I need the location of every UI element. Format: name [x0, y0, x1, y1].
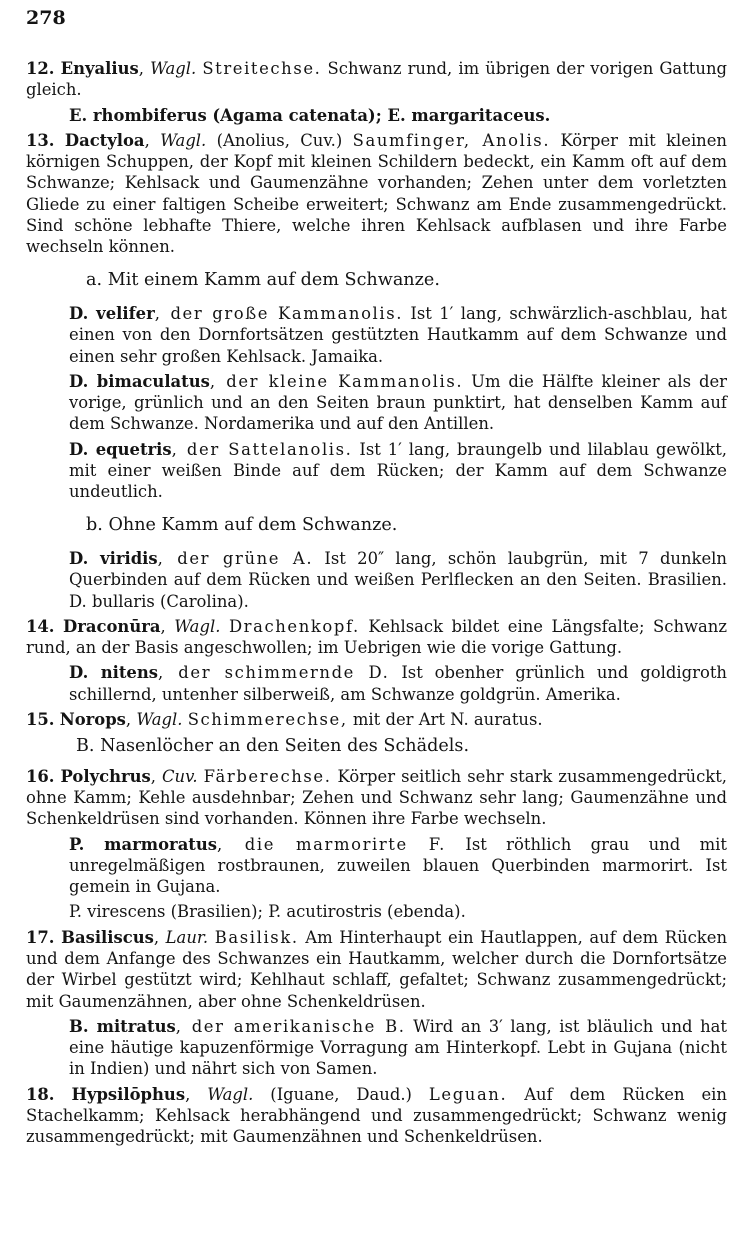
- synonym: (Anolius, Cuv.): [216, 130, 343, 150]
- vernacular-name: Schimmerechse,: [187, 710, 348, 730]
- entry-number: 13.: [26, 130, 55, 150]
- entry-dactyloa: 13. Dactyloa, Wagl. (Anolius, Cuv.) Saumfinger, Anolis. Körper mit kleinen körnigen Schuppen, der Kopf mit kleinen Schildern bedeckt, ein Kamm oft auf dem Schwanze; Kehlsack und Gaumenzähne vorhanden; Zehen unter dem vorletzten Gliede zu einer faltigen Scheibe erweitert; Schwanz am Ende zusammengedrückt. Sind schöne lebhafte Thiere, welche ihren Kehlsack aufblasen und ihre Farbe wechseln können.: [26, 130, 727, 257]
- entry-number: 18.: [26, 1084, 55, 1104]
- species-description: Um die Hälfte kleiner als der vorige, grünlich und an den Seiten braun punktirt, hat denselben Kamm auf dem Schwanze. Nordamerika und auf den Antillen.: [69, 371, 727, 434]
- species-name: D. velifer: [69, 303, 155, 323]
- genus-description: Körper seitlich sehr stark zusammengedrückt, ohne Kamm; Kehle ausdehnbar; Zehen und Schwanz sehr lang; Gaumenzähne und Schenkeldrüsen sind vorhanden. Können ihre Farbe wechseln.: [26, 766, 728, 829]
- genus-name: Hypsilōphus: [71, 1084, 186, 1104]
- genus-author: Wagl.: [174, 616, 221, 636]
- species-description: Ist 1′ lang, schwärzlich-aschblau, hat einen von den Dornfortsätzen gestützten Hautkamm auf dem Schwanze und einen sehr großen Kehlsack. Jamaika.: [69, 303, 727, 366]
- genus-author: Wagl.: [136, 710, 183, 730]
- entry-polychrus: 16. Polychrus, Cuv. Färberechse. Körper seitlich sehr stark zusammengedrückt, ohne Kamm; Kehle ausdehnbar; Zehen und Schwanz sehr lang; Gaumenzähne und Schenkeldrüsen sind vorhanden. Können ihre Farbe wechseln.: [26, 766, 728, 829]
- genus-author: Laur.: [165, 927, 209, 947]
- genus-name: Enyalius: [60, 59, 139, 78]
- vernacular-name: Drachenkopf.: [228, 616, 360, 636]
- species-name: D. bimaculatus: [69, 371, 210, 391]
- entry-draconura: 14. Draconūra, Wagl. Drachenkopf. Kehlsack bildet eine Längsfalte; Schwanz rund, an der Basis angeschwollen; im Uebrigen wie die vorige Gattung.: [26, 616, 728, 658]
- genus-name: Norops: [59, 710, 126, 730]
- vernacular-name: , der kleine Kammanolis.: [209, 371, 464, 391]
- vernacular-name: , der Sattelanolis.: [171, 439, 353, 459]
- entry-number: 17.: [26, 927, 55, 947]
- entry-basiliscus: 17. Basiliscus, Laur. Basilisk. Am Hinterhaupt ein Hautlappen, auf dem Rücken und dem Anfange des Schwanzes ein Hautkamm, welcher durch die Dornfortsätze der Wirbel gestützt wird; Kehlhaut schlaff, gefaltet; Schwanz zusammengedrückt; mit Gaumenzähnen, aber ohne Schenkeldrüsen.: [26, 927, 727, 1011]
- vernacular-name: Streitechse.: [202, 59, 322, 78]
- entry-enyalius: 12. Enyalius, Wagl. Streitechse. Schwanz rund, im übrigen der vorigen Gattung gleich.: [26, 59, 727, 100]
- genus-author: Wagl.: [207, 1084, 254, 1104]
- entry-number: 15.: [26, 710, 55, 730]
- species-equetris: [69, 439, 727, 503]
- species-velifer: [69, 303, 727, 367]
- subsection-label: b.: [86, 514, 103, 535]
- species-name: D. viridis: [69, 548, 158, 568]
- subsection-label: a.: [86, 269, 103, 290]
- species-description: Ist 20″ lang, schön laubgrün, mit 7 dunkeln Querbinden auf dem Rücken und weißen Perlflecken an den Seiten. Brasilien. D. bullaris (Carolina).: [69, 548, 727, 611]
- genus-description: Körper mit kleinen körnigen Schuppen, der Kopf mit kleinen Schildern bedeckt, ein Kamm oft auf dem Schwanze; Kehlsack und Gaumenzähne vorhanden; Zehen unter dem vorletzten Gliede zu einer faltigen Scheibe erweitert; Schwanz am Ende zusammengedrückt. Sind schöne lebhafte Thiere, welche ihren Kehlsack aufblasen und ihre Farbe wechseln können.: [26, 130, 727, 257]
- vernacular-name: , die marmorirte F.: [217, 834, 446, 854]
- vernacular-name: , der schimmernde D.: [158, 663, 390, 683]
- vernacular-name: Leguan.: [428, 1084, 508, 1104]
- species-marmoratus: [69, 834, 727, 898]
- species-description: Wird an 3′ lang, ist bläulich und hat eine häutige kapuzenförmige Vorragung am Hinterkopf. Lebt in Gujana (nicht in Indien) und nährt sich von Samen.: [69, 1016, 727, 1079]
- genus-name: Dactyloa: [64, 130, 145, 150]
- genus-description: Kehlsack bildet eine Längsfalte; Schwanz rund, an der Basis angeschwollen; im Uebrigen wie die vorige Gattung.: [26, 616, 728, 658]
- synonym: (Iguane, Daud.): [270, 1084, 412, 1104]
- species-mitratus: [69, 1016, 727, 1080]
- genus-description: Auf dem Rücken ein Stachelkamm; Kehlsack herabhängend und zusammengedrückt; Schwanz wenig zusammengedrückt; mit Gaumenzähnen und Schenkeldrüsen.: [26, 1084, 727, 1147]
- genus-description: Schwanz rund, im übrigen der vorigen Gattung gleich.: [26, 59, 727, 100]
- page-number: 278: [26, 7, 66, 29]
- species-virescens: [69, 901, 727, 922]
- entry-number: 14.: [26, 616, 55, 636]
- species-text: E. rhombiferus (Agama catenata); E. margaritaceus.: [69, 105, 551, 125]
- subsection-heading-b: [86, 515, 727, 536]
- vernacular-name: , der grüne A.: [157, 548, 314, 568]
- species-nitens: [69, 662, 727, 705]
- subsection-title: Ohne Kamm auf dem Schwanze.: [108, 514, 398, 535]
- species-description: Ist röthlich grau und mit unregelmäßigen rostbraunen, zuweilen blauen Querbinden marmorirt. Ist gemein in Gujana.: [69, 834, 727, 897]
- species-text: P. virescens (Brasilien); P. acutirostris (ebenda).: [69, 902, 466, 922]
- species-list: [69, 105, 727, 126]
- vernacular-name: Basilisk.: [214, 927, 299, 947]
- section-title: B. Nasenlöcher an den Seiten des Schädels.: [76, 736, 470, 757]
- species-viridis: [69, 548, 727, 612]
- vernacular-name: Saumfinger, Anolis.: [352, 130, 551, 150]
- species-description: Ist 1′ lang, braungelb und lilablau gewölkt, mit einer weißen Binde auf dem Rücken; der Kamm auf dem Schwanze undeutlich.: [69, 439, 727, 502]
- genus-name: Basiliscus: [61, 927, 154, 947]
- subsection-heading-a: [86, 270, 727, 291]
- species-bimaculatus: [69, 371, 727, 435]
- vernacular-name: Färberechse.: [203, 766, 332, 786]
- species-name: P. marmoratus: [69, 834, 218, 854]
- species-name: B. mitratus: [69, 1016, 176, 1036]
- entry-hypsilophus: 18. Hypsilōphus, Wagl. (Iguane, Daud.) Leguan. Auf dem Rücken ein Stachelkamm; Kehlsack herabhängend und zusammengedrückt; Schwanz wenig zusammengedrückt; mit Gaumenzähnen und Schenkeldrüsen.: [26, 1084, 727, 1147]
- species-name: D. equetris: [69, 439, 172, 459]
- species-description: Ist obenher grünlich und goldigroth schillernd, untenher silberweiß, am Schwanze goldgrün. Amerika.: [69, 663, 727, 704]
- entry-number: 12.: [26, 59, 55, 78]
- genus-author: Wagl.: [150, 59, 197, 78]
- genus-description: mit der Art N. auratus.: [352, 710, 543, 730]
- species-name: D. nitens: [69, 663, 159, 683]
- genus-name: Draconūra: [63, 616, 161, 636]
- genus-author: Cuv.: [162, 766, 198, 786]
- entry-norops: 15. Norops, Wagl. Schimmerechse, mit der Art N. auratus.: [26, 710, 543, 730]
- genus-author: Wagl.: [160, 130, 207, 150]
- genus-name: Polychrus: [60, 766, 151, 786]
- section-heading-B: [76, 736, 727, 757]
- entry-number: 16.: [26, 766, 55, 786]
- subsection-title: Mit einem Kamm auf dem Schwanze.: [107, 269, 440, 290]
- vernacular-name: , der große Kammanolis.: [154, 303, 404, 323]
- vernacular-name: , der amerikanische B.: [175, 1016, 406, 1036]
- genus-description: Am Hinterhaupt ein Hautlappen, auf dem Rücken und dem Anfange des Schwanzes ein Hautkamm, welcher durch die Dornfortsätze der Wirbel gestützt wird; Kehlhaut schlaff, gefaltet; Schwanz zusammengedrückt; mit Gaumenzähnen, aber ohne Schenkeldrüsen.: [26, 927, 727, 1011]
